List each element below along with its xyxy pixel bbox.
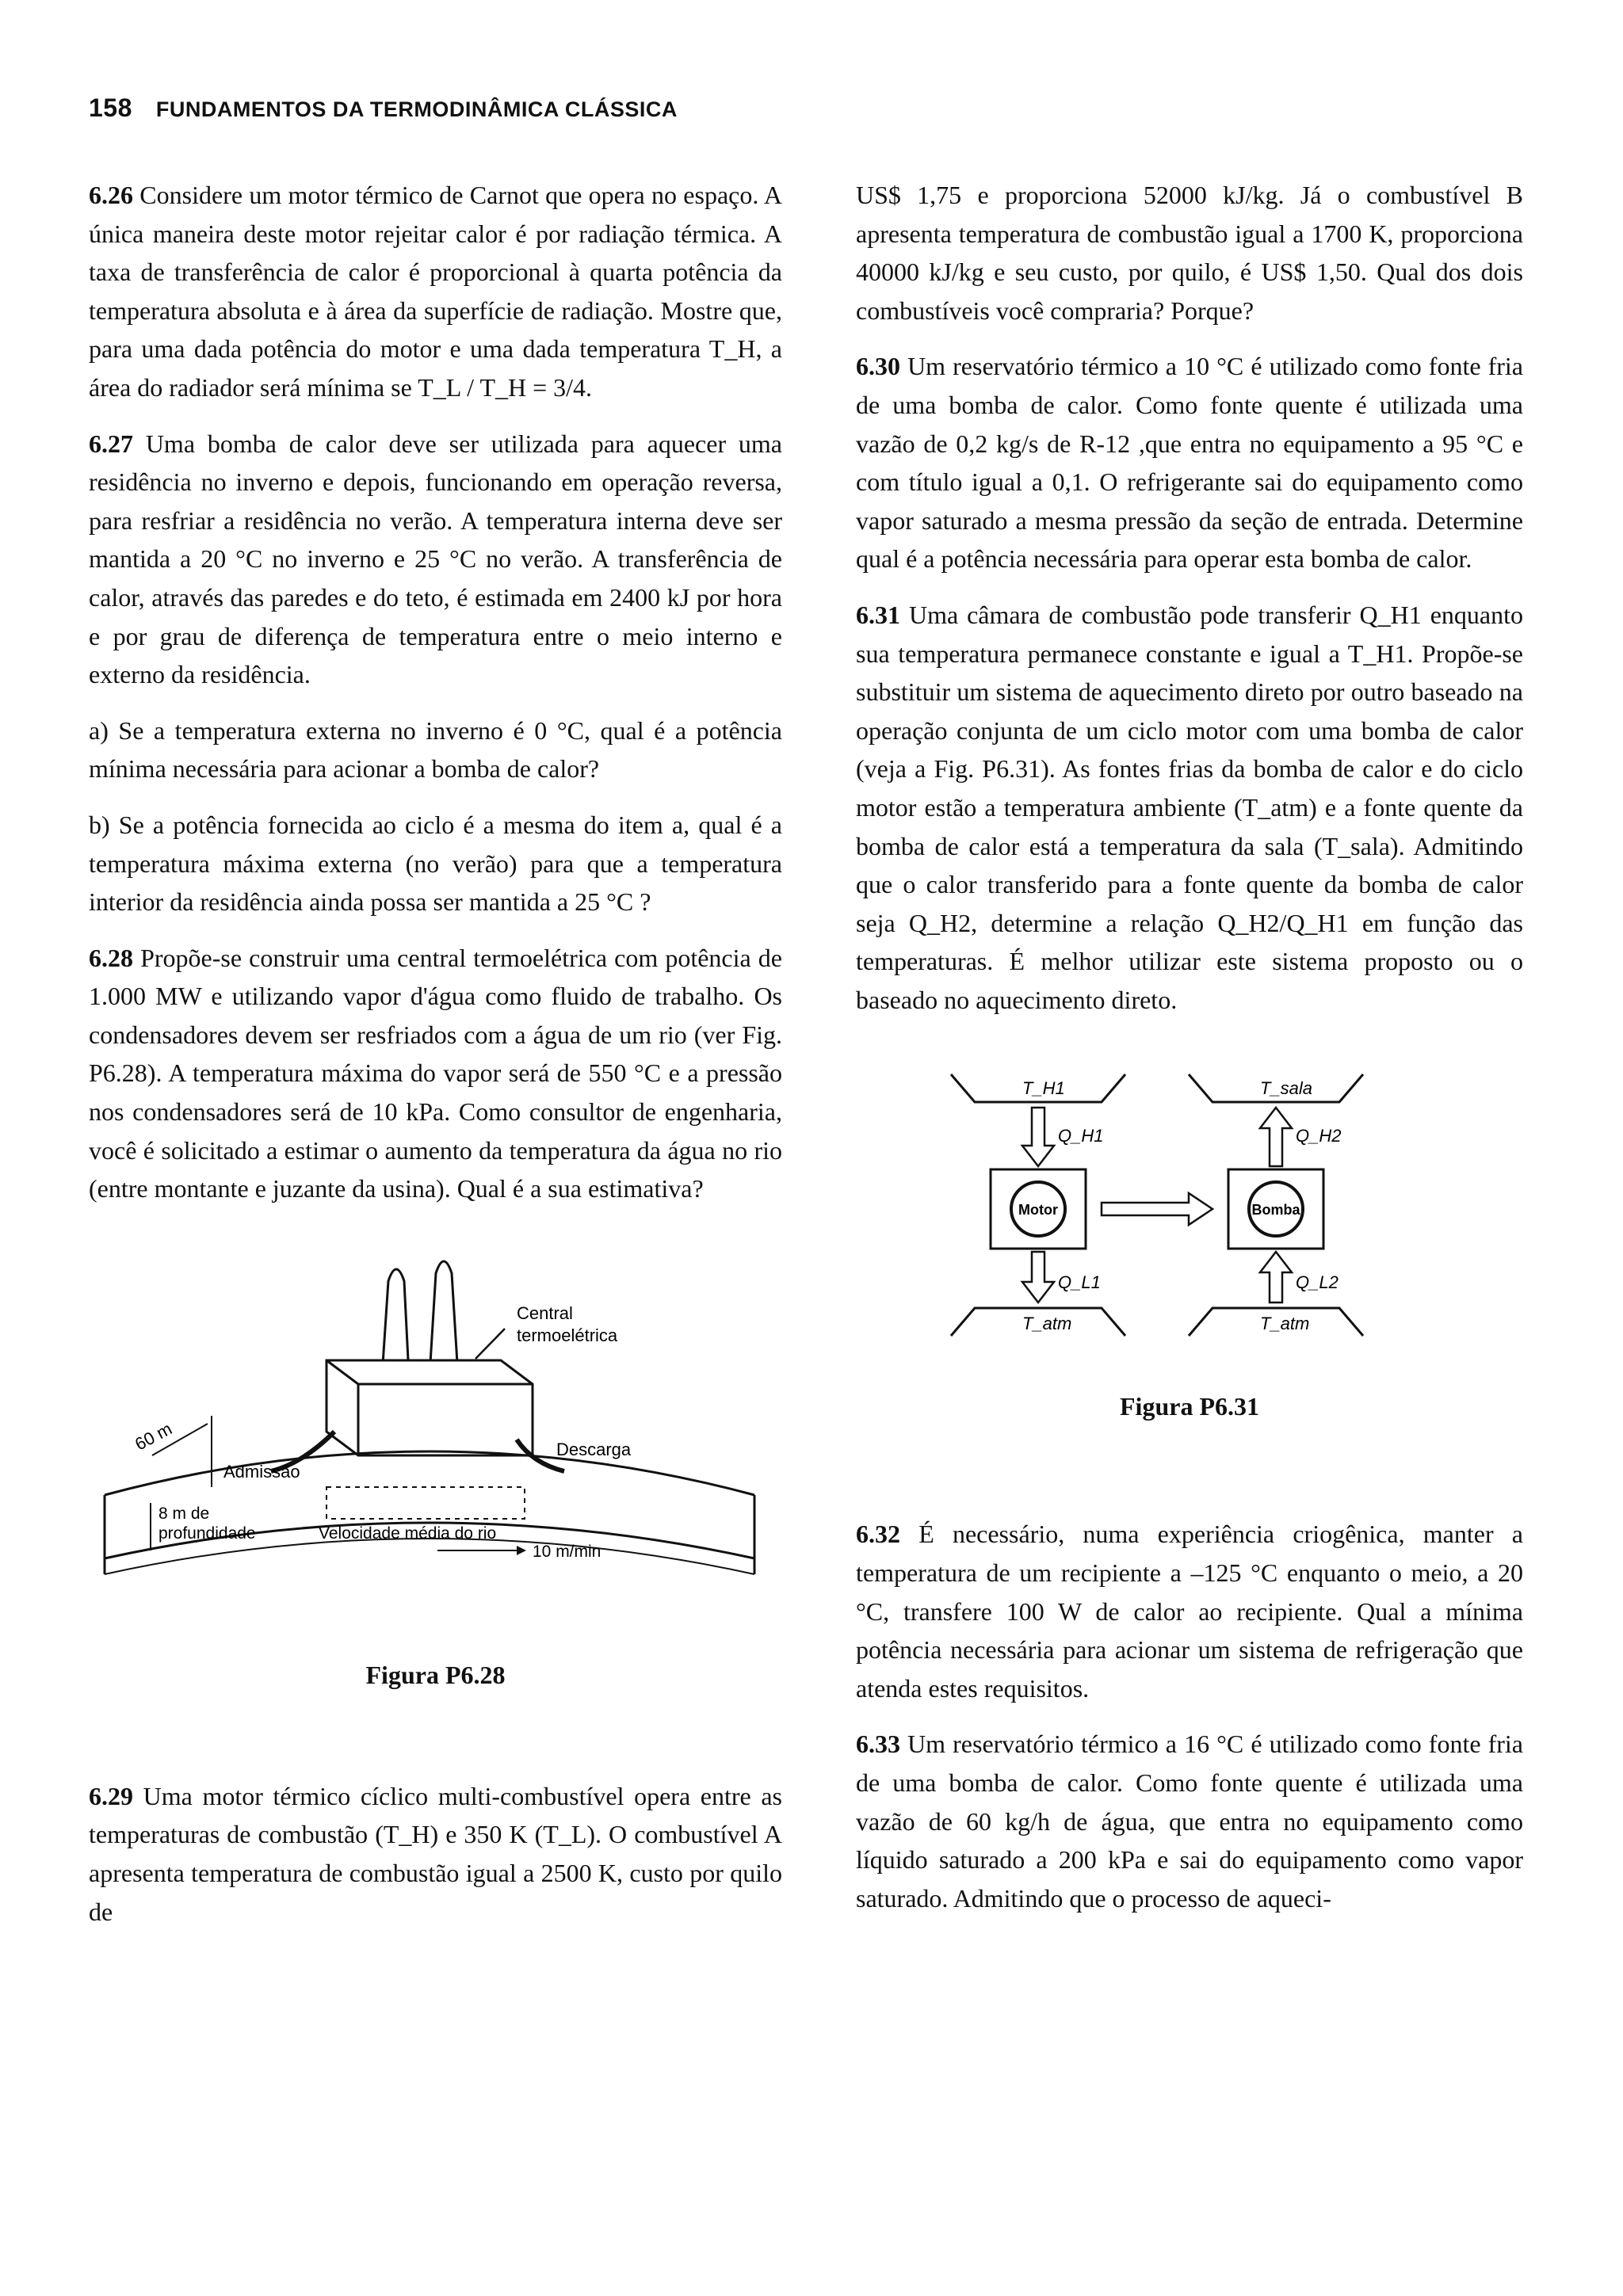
problem-6-26 <box>89 176 782 407</box>
label-depth-1: 8 m de <box>158 1504 210 1523</box>
problem-number: 6.31 <box>856 600 900 629</box>
label-termoeletrica: termoelétrica <box>517 1325 618 1345</box>
problem-text: Uma câmara de combustão pode transferir Q_H1 enquanto sua temperatura permanece constante e igual a T_H1. Propõe-se substituir um sistema de aquecimento direto por outro baseado na operação conjunta de um ciclo motor com uma bomba de calor (veja a Fig. P6.31). As fontes frias da bomba de calor e do ciclo motor estão a temperatura ambiente (T_atm) e a fonte quente da bomba de calor está a temperatura da sala (T_sala). Admitindo que o calor transferido para a fonte quente da bomba de calor seja Q_H2, determine a relação Q_H2/Q_H1 em função das temperaturas. É melhor utilizar este sistema proposto ou o baseado no aquecimento direto. <box>856 600 1524 1014</box>
problem-text: Uma bomba de calor deve ser utilizada para aquecer uma residência no inverno e depois, funcionando em operação reversa, para resfriar a residência no verão. A temperatura interna deve ser mantida a 20 °C no inverno e 25 °C no verão. A transferência de calor, através das paredes e do teto, é estimada em 2400 kJ por hora e por grau de diferença de temperatura entre o meio interno e externo da residência. <box>89 429 783 689</box>
problem-number: 6.33 <box>856 1730 900 1759</box>
problem-text: Um reservatório térmico a 10 °C é utilizado como fonte fria de uma bomba de calor. Como fonte quente é utilizada uma vazão de 0,2 kg/s de R-12 ,que entra no equipamento a 95 °C e com título igual a 0,1. O refrigerante sai do equipamento como vapor saturado a mesma pressão da seção de entrada. Determine qual é a potência necessária para operar esta bomba de calor. <box>856 352 1523 574</box>
left-column <box>89 176 782 1948</box>
label-ql1: Q_L1 <box>1058 1272 1101 1293</box>
label-ql2: Q_L2 <box>1296 1272 1338 1293</box>
problem-number: 6.28 <box>89 943 133 972</box>
problem-text: É necessário, numa experiência criogênica, manter a temperatura de um recipiente a –125 °C enquanto o meio, a 20 °C, transfere 100 W de calor ao recipiente. Qual a mínima potência necessária para acionar um sistema de refrigeração que atenda estes requisitos. <box>856 1520 1524 1703</box>
problem-number: 6.32 <box>856 1520 900 1549</box>
label-speed-2: 10 m/min <box>533 1542 601 1561</box>
label-speed-1: Velocidade média do rio <box>319 1524 497 1543</box>
label-width: 60 m <box>132 1418 176 1455</box>
problem-text: Considere um motor térmico de Carnot que opera no espaço. A única maneira deste motor rejeitar calor é por radiação térmica. A taxa de transferência de calor é proporcional à quarta potência da temperatura absoluta e à área da superfície de radiação. Mostre que, para uma dada potência do motor e uma dada temperatura T_H, a área do radiador será mínima se T_L / T_H = 3/4. <box>89 181 783 402</box>
page-number: 158 <box>89 93 132 122</box>
power-plant-diagram <box>89 1226 782 1669</box>
problem-6-29-continued: US$ 1,75 e proporciona 52000 kJ/kg. Já o combustível B apresenta temperatura de combustão igual a 1700 K, proporciona 40000 kJ/kg e seu custo, por quilo, é US$ 1,50. Qual dos dois combustíveis você compraria? Porque? <box>856 181 1523 325</box>
problem-number: 6.30 <box>856 352 900 381</box>
figure-p6-28 <box>89 1226 782 1690</box>
figure-caption: Figura P6.31 <box>1120 1392 1259 1421</box>
label-admissao: Admissão <box>223 1461 300 1482</box>
running-title: FUNDAMENTOS DA TERMODINÂMICA CLÁSSICA <box>155 97 678 121</box>
label-motor: Motor <box>1018 1202 1058 1219</box>
problem-6-27 <box>89 425 782 694</box>
problem-6-31 <box>856 596 1523 1020</box>
problem-number: 6.27 <box>89 429 133 458</box>
label-tatm-2: T_atm <box>1260 1314 1310 1334</box>
label-depth-2: profundidade <box>158 1524 256 1543</box>
problem-6-32 <box>856 1515 1523 1707</box>
problem-6-28 <box>89 939 782 1208</box>
problem-text: Propõe-se construir uma central termoelétrica com potência de 1.000 MW e utilizando vapor d'água como fluido de trabalho. Os condensadores devem ser resfriados com a água de um rio (ver Fig. P6.28). A temperatura máxima do vapor será de 550 °C e a pressão nos condensadores será de 10 kPa. Como consultor de engenharia, você é solicitado a estimar o aumento da temperatura da água no rio (entre montante e juzante da usina). Qual é a sua estimativa? <box>89 943 783 1203</box>
label-tatm-1: T_atm <box>1022 1314 1072 1334</box>
problem-number: 6.26 <box>89 181 133 209</box>
label-central: Central <box>517 1302 573 1323</box>
label-descarga: Descarga <box>556 1439 632 1459</box>
right-column <box>856 176 1523 1935</box>
problem-6-27-a: a) Se a temperatura externa no inverno é 0 °C, qual é a potência mínima necessária para acionar a bomba de calor? <box>89 715 782 784</box>
problem-number: 6.29 <box>89 1781 133 1810</box>
problem-6-30 <box>856 347 1523 578</box>
problem-6-27-b: b) Se a potência fornecida ao ciclo é a mesma do item a, qual é a temperatura máxima externa (no verão) para que a temperatura interior da residência ainda possa ser mantida a 25 °C ? <box>89 810 782 917</box>
problem-6-33 <box>856 1725 1523 1917</box>
problem-6-29 <box>89 1777 782 1931</box>
page-header <box>89 93 678 123</box>
figure-p6-31 <box>856 1058 1523 1421</box>
label-tsala: T_sala <box>1260 1078 1313 1099</box>
problem-text: Um reservatório térmico a 16 °C é utilizado como fonte fria de uma bomba de calor. Como fonte quente é utilizada uma vazão de 60 kg/h de água, que entra no equipamento como líquido saturado a 200 kPa e sai do equipamento como vapor saturado. Admitindo que o processo de aqueci- <box>856 1730 1523 1913</box>
label-th1: T_H1 <box>1022 1078 1065 1099</box>
label-bomba: Bomba <box>1251 1202 1300 1219</box>
label-qh2: Q_H2 <box>1296 1126 1342 1146</box>
figure-caption: Figura P6.28 <box>365 1660 506 1689</box>
label-qh1: Q_H1 <box>1058 1126 1104 1146</box>
engine-heatpump-diagram <box>856 1058 1523 1360</box>
problem-text: Uma motor térmico cíclico multi-combustível opera entre as temperaturas de combustão (T_H) e 350 K (T_L). O combustível A apresenta temperatura de combustão igual a 2500 K, custo por quilo de <box>89 1781 783 1926</box>
